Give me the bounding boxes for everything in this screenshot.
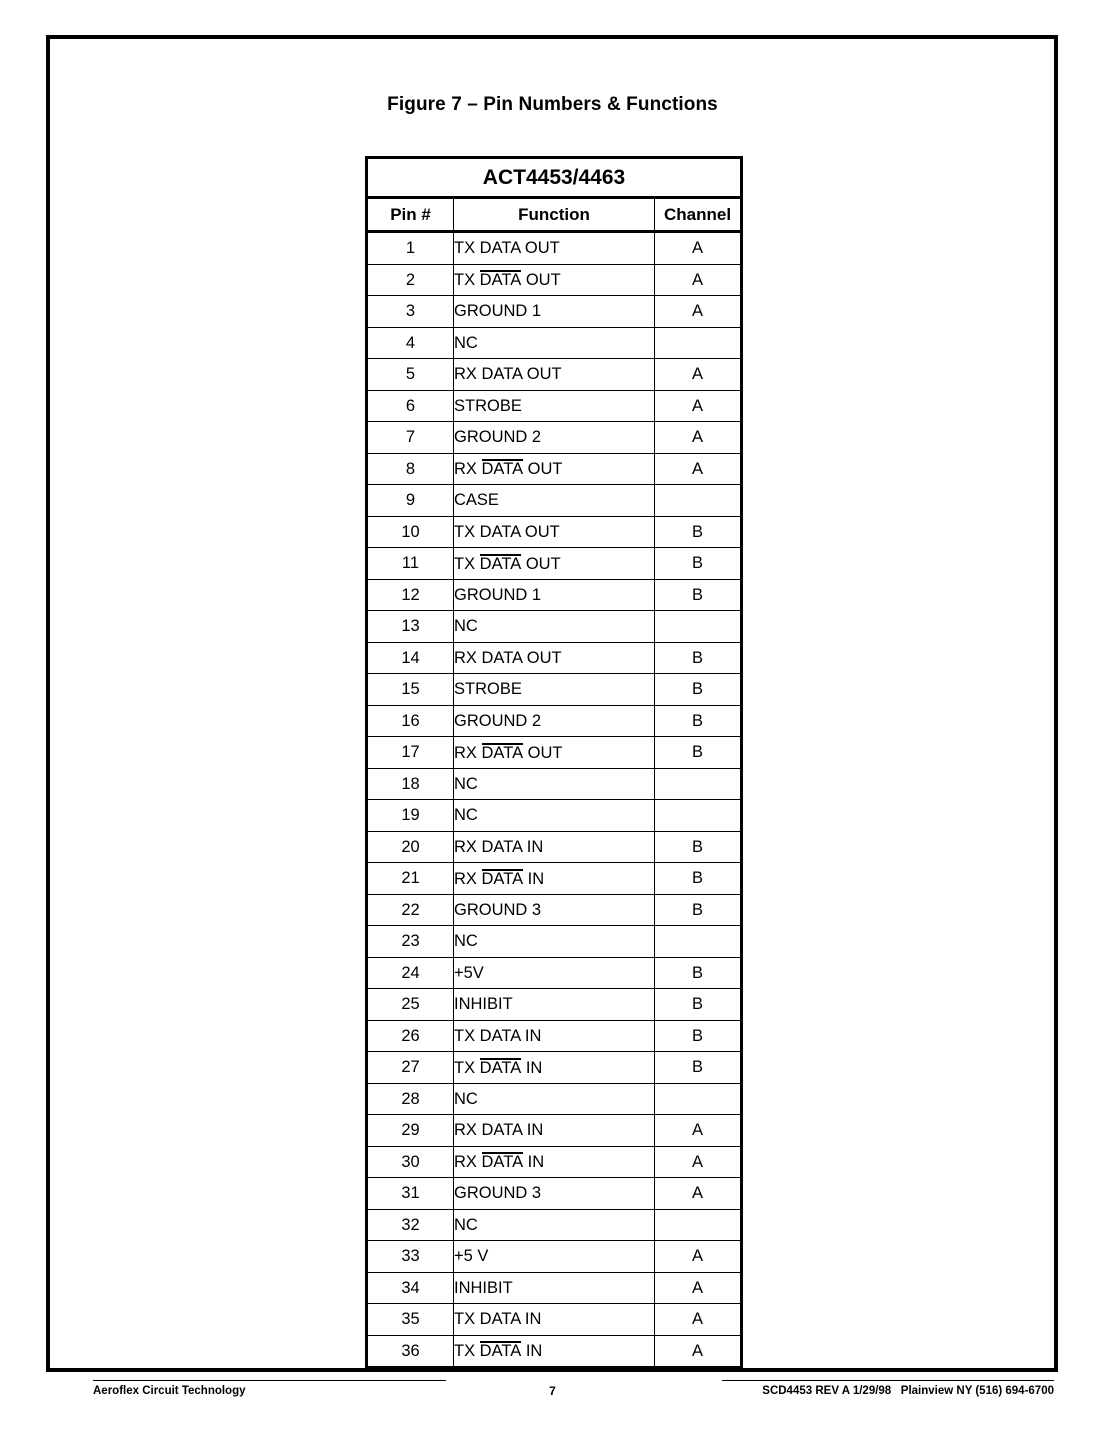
channel-cell <box>655 800 742 832</box>
function-cell <box>454 327 655 359</box>
channel-cell: A <box>655 232 742 265</box>
pin-number-cell: 33 <box>367 1241 454 1273</box>
function-cell <box>454 674 655 706</box>
pin-number-cell: 20 <box>367 831 454 863</box>
channel-cell: A <box>655 453 742 485</box>
pin-number-cell: 6 <box>367 390 454 422</box>
function-text-suffix: OUT <box>521 271 561 290</box>
function-text-suffix: DATA OUT <box>479 239 560 257</box>
channel-cell: B <box>655 705 742 737</box>
pin-number-cell: 34 <box>367 1272 454 1304</box>
channel-cell: B <box>655 863 742 895</box>
function-text-prefix: RX DATA IN <box>454 1121 544 1139</box>
function-text-prefix: GROUND 1 <box>454 585 542 604</box>
function-text-suffix: IN <box>523 1153 545 1172</box>
table-row <box>367 989 742 1021</box>
function-cell <box>454 296 655 328</box>
function-cell <box>454 894 655 926</box>
channel-cell: B <box>655 737 742 769</box>
function-text-suffix: IN <box>523 869 545 888</box>
pin-number-cell: 22 <box>367 894 454 926</box>
function-text-prefix: RX DATA OUT <box>454 365 562 383</box>
table-row <box>367 705 742 737</box>
table-row <box>367 516 742 548</box>
pin-number-cell: 29 <box>367 1115 454 1147</box>
pin-number-cell: 7 <box>367 422 454 454</box>
function-cell <box>454 1020 655 1052</box>
footer-company-name: Aeroflex Circuit Technology <box>93 1380 446 1397</box>
function-cell <box>454 989 655 1021</box>
pin-number-cell: 5 <box>367 359 454 391</box>
function-text-prefix: +5V <box>454 963 484 982</box>
page-footer <box>0 1374 1105 1414</box>
pin-number-cell: 32 <box>367 1209 454 1241</box>
function-text-prefix: GROUND 3 <box>454 1184 542 1202</box>
function-text-prefix: TX DATA IN <box>454 1310 542 1328</box>
function-cell <box>454 516 655 548</box>
table-device-title-row <box>367 158 742 198</box>
function-text-overlined: DATA <box>481 869 524 888</box>
table-body <box>367 232 742 1368</box>
table-row <box>367 1335 742 1368</box>
function-cell <box>454 390 655 422</box>
pin-number-cell: 1 <box>367 232 454 265</box>
function-cell <box>454 359 655 391</box>
table-row <box>367 422 742 454</box>
table-row <box>367 1083 742 1115</box>
pin-function-table-container <box>365 156 740 1369</box>
function-cell <box>454 1115 655 1147</box>
channel-cell: B <box>655 894 742 926</box>
function-text-overlined: DATA <box>479 271 522 290</box>
channel-cell <box>655 611 742 643</box>
table-row <box>367 674 742 706</box>
channel-cell: A <box>655 1115 742 1147</box>
pin-number-cell: 18 <box>367 768 454 800</box>
table-row <box>367 863 742 895</box>
function-text-overlined: DATA <box>479 554 522 573</box>
table-row <box>367 1115 742 1147</box>
pin-number-cell: 14 <box>367 642 454 674</box>
pin-number-cell: 11 <box>367 548 454 580</box>
table-row <box>367 831 742 863</box>
function-cell <box>454 1209 655 1241</box>
footer-document-reference: SCD4453 REV A 1/29/98 Plainview NY (516) 694-6700 <box>722 1380 1054 1397</box>
pin-number-cell: 26 <box>367 1020 454 1052</box>
channel-cell: A <box>655 1335 742 1368</box>
channel-cell: B <box>655 548 742 580</box>
function-cell <box>454 1178 655 1210</box>
pin-number-cell: 30 <box>367 1146 454 1178</box>
function-cell <box>454 863 655 895</box>
pin-number-cell: 28 <box>367 1083 454 1115</box>
function-cell <box>454 422 655 454</box>
channel-cell: B <box>655 831 742 863</box>
function-text-prefix: INHIBIT <box>454 1278 513 1297</box>
function-text-prefix: RX DATA IN <box>454 837 544 856</box>
table-row <box>367 579 742 611</box>
function-text-prefix: GROUND 3 <box>454 900 542 919</box>
channel-cell <box>655 327 742 359</box>
pin-number-cell: 21 <box>367 863 454 895</box>
function-cell <box>454 232 655 265</box>
function-text-suffix: IN <box>521 1342 543 1361</box>
channel-cell: A <box>655 264 742 296</box>
function-cell <box>454 705 655 737</box>
function-text-prefix: INHIBIT <box>454 995 513 1013</box>
table-row <box>367 485 742 517</box>
function-cell <box>454 485 655 517</box>
function-text-prefix: TX <box>454 554 480 573</box>
table-row <box>367 611 742 643</box>
pin-number-cell: 36 <box>367 1335 454 1368</box>
function-text-prefix: NC <box>454 932 478 950</box>
function-text-prefix: NC <box>454 333 478 352</box>
table-row <box>367 642 742 674</box>
pin-number-cell: 9 <box>367 485 454 517</box>
function-cell <box>454 737 655 769</box>
function-text-prefix: STROBE <box>454 680 522 698</box>
pin-number-cell: 31 <box>367 1178 454 1210</box>
function-cell <box>454 1052 655 1084</box>
table-row <box>367 327 742 359</box>
table-header-row <box>367 198 742 232</box>
pin-number-cell: 3 <box>367 296 454 328</box>
device-name: ACT4453/4463 <box>367 158 742 198</box>
pin-number-cell: 10 <box>367 516 454 548</box>
function-cell <box>454 800 655 832</box>
table-row <box>367 390 742 422</box>
channel-cell: B <box>655 957 742 989</box>
function-text-suffix: OUT <box>521 554 561 573</box>
column-header-function: Function <box>454 198 655 232</box>
table-row <box>367 737 742 769</box>
channel-cell: B <box>655 1052 742 1084</box>
function-text-prefix: TX <box>454 1342 480 1361</box>
function-cell <box>454 831 655 863</box>
table-row <box>367 359 742 391</box>
function-text-prefix: STROBE <box>454 396 522 415</box>
table-row <box>367 1020 742 1052</box>
table-row <box>367 1052 742 1084</box>
function-text-overlined: DATA <box>479 1058 522 1077</box>
function-text-suffix: OUT <box>523 743 563 762</box>
function-text-prefix: NC <box>454 617 478 635</box>
channel-cell: B <box>655 989 742 1021</box>
pin-number-cell: 4 <box>367 327 454 359</box>
function-cell <box>454 926 655 958</box>
table-row <box>367 957 742 989</box>
pin-number-cell: 8 <box>367 453 454 485</box>
column-header-channel: Channel <box>655 198 742 232</box>
channel-cell: A <box>655 1241 742 1273</box>
function-text-prefix: GROUND 1 <box>454 302 542 320</box>
function-text-prefix: TX <box>454 271 480 290</box>
pin-number-cell: 15 <box>367 674 454 706</box>
table-row <box>367 1304 742 1336</box>
function-text-prefix: NC <box>454 1089 478 1108</box>
channel-cell: B <box>655 642 742 674</box>
pin-number-cell: 19 <box>367 800 454 832</box>
function-cell <box>454 611 655 643</box>
table-row <box>367 1209 742 1241</box>
channel-cell: A <box>655 1146 742 1178</box>
function-text-prefix: RX <box>454 869 482 888</box>
pin-number-cell: 23 <box>367 926 454 958</box>
channel-cell <box>655 926 742 958</box>
table-row <box>367 768 742 800</box>
channel-cell <box>655 485 742 517</box>
pin-number-cell: 12 <box>367 579 454 611</box>
pin-number-cell: 27 <box>367 1052 454 1084</box>
table-row <box>367 1241 742 1273</box>
table-row <box>367 453 742 485</box>
function-cell <box>454 579 655 611</box>
channel-cell: B <box>655 674 742 706</box>
table-row <box>367 800 742 832</box>
table-row <box>367 1146 742 1178</box>
channel-cell <box>655 1083 742 1115</box>
figure-caption: Figure 7 – Pin Numbers & Functions <box>387 94 718 115</box>
function-cell <box>454 642 655 674</box>
table-row <box>367 894 742 926</box>
function-cell <box>454 1304 655 1336</box>
footer-page-number: 7 <box>549 1384 556 1398</box>
pin-number-cell: 35 <box>367 1304 454 1336</box>
pin-number-cell: 2 <box>367 264 454 296</box>
function-text-overlined: DATA <box>481 743 524 762</box>
channel-cell: A <box>655 296 742 328</box>
function-cell <box>454 548 655 580</box>
channel-cell: A <box>655 422 742 454</box>
function-text-prefix: RX <box>454 1153 482 1172</box>
function-cell <box>454 453 655 485</box>
function-cell <box>454 1335 655 1368</box>
channel-cell: A <box>655 1178 742 1210</box>
function-text-prefix: NC <box>454 1215 478 1234</box>
channel-cell: B <box>655 516 742 548</box>
function-text-prefix: NC <box>454 774 478 793</box>
table-row <box>367 1178 742 1210</box>
pin-number-cell: 16 <box>367 705 454 737</box>
function-text-prefix: TX <box>454 1058 480 1077</box>
function-text-suffix: IN <box>521 1058 543 1077</box>
pin-number-cell: 13 <box>367 611 454 643</box>
function-text-prefix: TX DATA IN <box>454 1026 542 1045</box>
table-row <box>367 296 742 328</box>
function-text-prefix: TX DATA OUT <box>454 522 560 541</box>
function-text-overlined: DATA <box>481 460 524 479</box>
function-cell <box>454 768 655 800</box>
function-text-prefix: RX <box>454 460 482 479</box>
channel-cell: A <box>655 390 742 422</box>
table-row <box>367 264 742 296</box>
table-row <box>367 926 742 958</box>
function-text-prefix: RX <box>454 743 482 762</box>
function-text-overlined: DATA <box>479 1342 522 1361</box>
function-text-overlined: DATA <box>481 1153 524 1172</box>
channel-cell: A <box>655 1272 742 1304</box>
function-cell <box>454 1241 655 1273</box>
table-row <box>367 1272 742 1304</box>
function-text-prefix: +5 V <box>454 1247 489 1265</box>
function-text-suffix: OUT <box>523 460 563 479</box>
channel-cell: B <box>655 1020 742 1052</box>
channel-cell: A <box>655 1304 742 1336</box>
function-text-prefix: RX DATA OUT <box>454 648 562 667</box>
function-text-prefix: NC <box>454 806 478 824</box>
table-row <box>367 232 742 265</box>
pin-function-table <box>365 156 743 1369</box>
column-header-pin: Pin # <box>367 198 454 232</box>
channel-cell: B <box>655 579 742 611</box>
channel-cell <box>655 1209 742 1241</box>
function-text-prefix: CASE <box>454 491 499 509</box>
function-cell <box>454 1146 655 1178</box>
pin-number-cell: 17 <box>367 737 454 769</box>
function-cell <box>454 1272 655 1304</box>
function-text-prefix: GROUND 2 <box>454 711 542 730</box>
channel-cell <box>655 768 742 800</box>
pin-number-cell: 25 <box>367 989 454 1021</box>
channel-cell: A <box>655 359 742 391</box>
function-text-prefix: GROUND 2 <box>454 428 542 446</box>
function-cell <box>454 957 655 989</box>
table-row <box>367 548 742 580</box>
function-cell <box>454 264 655 296</box>
function-text-prefix: TX <box>454 239 480 257</box>
pin-number-cell: 24 <box>367 957 454 989</box>
function-cell <box>454 1083 655 1115</box>
